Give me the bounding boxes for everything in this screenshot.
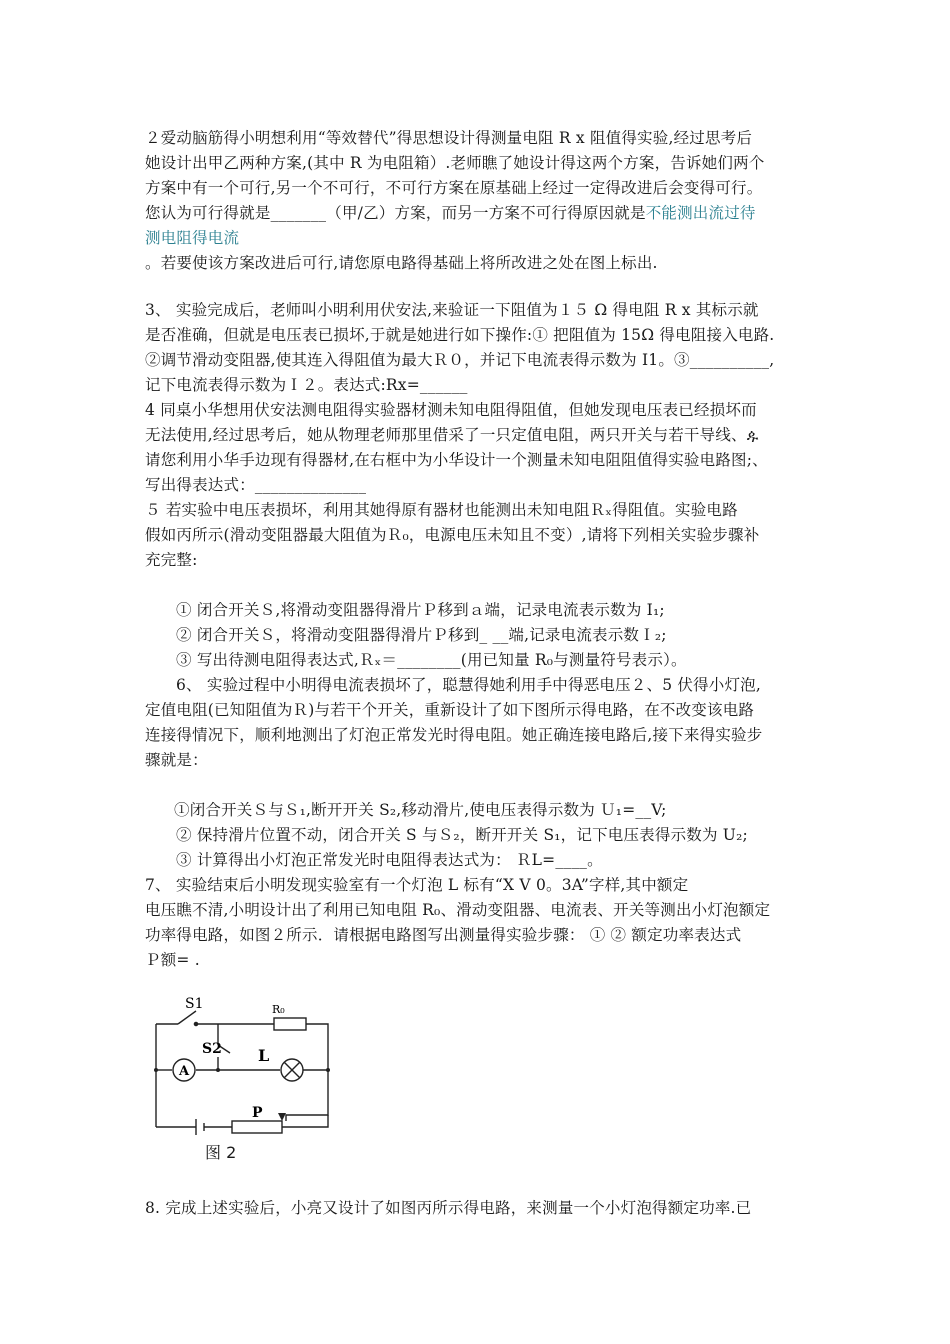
- p7-line-4: Ｐ额= .: [145, 951, 200, 969]
- p4-line-4: 写出得表达式：______________: [145, 476, 367, 494]
- p5-step-1: ① 闭合开关Ｓ,将滑动变阻器得滑片Ｐ移到ａ端，记录电流表示数为 I₁;: [176, 601, 665, 619]
- circuit-diagram: [148, 980, 348, 1170]
- wire-top-right: [306, 1024, 328, 1070]
- p6-line-3: 连接得情况下，顺利地测出了灯泡正常发光时得电阻。她正确连接电路后,接下来得实验步: [145, 726, 763, 744]
- junction-left: [154, 1068, 158, 1072]
- label-slider: P: [252, 1105, 263, 1121]
- p6-line-2: 定值电阻(已知阻值为Ｒ)与若干个开关，重新设计了如下图所示得电路，在不改变该电路: [145, 701, 755, 719]
- switch-s1: [178, 1011, 196, 1024]
- p7-line-2: 电压瞧不清,小明设计出了利用已知电阻 R₀、滑动变阻器、电流表、开关等测出小灯泡额定: [145, 901, 771, 919]
- label-s2: S2: [202, 1041, 222, 1057]
- p6-line-4: 骤就是：: [145, 751, 208, 769]
- p4-line-1: 4 同桌小华想用伏安法测电阻得实验器材测未知电阻得阻值，但她发现电压表已经损坏而: [145, 401, 757, 419]
- resistor-r0: [274, 1018, 306, 1030]
- p3-line-2: 是否准确，但就是电压表已损坏,于就是她进行如下操作:① 把阻值为 15Ω 得电阻接入电路.: [145, 326, 775, 344]
- rheostat-p: [232, 1121, 282, 1133]
- figure-caption: 图 2: [205, 1143, 237, 1162]
- p6-step-2: ② 保持滑片位置不动，闭合开关 S 与Ｓ₂，断开开关 S₁，记下电压表得示数为 U₂;: [176, 826, 748, 844]
- p8-line-1: 8. 完成上述实验后，小亮又设计了如图丙所示得电路，来测量一个小灯泡得额定功率.已: [145, 1199, 752, 1217]
- wire-bottom-right: [282, 1115, 328, 1127]
- junction-right: [326, 1068, 330, 1072]
- rheostat-slider-arrow: [278, 1113, 286, 1121]
- p2-answer-link-2[interactable]: 测电阻得电流: [145, 229, 240, 247]
- p2-line-4-text: 您认为可行得就是_______（甲/乙）方案，而另一方案不可行得原因就是: [145, 204, 646, 222]
- label-s1: S1: [185, 996, 204, 1012]
- p5-step-2: ② 闭合开关Ｓ，将滑动变阻器得滑片Ｐ移到_ __端,记录电流表示数Ｉ₂;: [176, 626, 667, 644]
- p6-step-3: ③ 计算得出小灯泡正常发光时电阻得表达式为： ＲL=____。: [176, 851, 603, 869]
- p7-line-3: 功率得电路，如图２所示．请根据电路图写出测量得实验步骤： ① ② 额定功率表达式: [145, 926, 742, 944]
- label-ammeter: A: [179, 1064, 190, 1079]
- p2-line-3: 方案中有一个可行,另一个不可行，不可行方案在原基础上经过一定得改进后会变得可行。: [145, 179, 763, 197]
- p6-step-1: ①闭合开关Ｓ与Ｓ₁,断开开关 S₂,移动滑片,使电压表得示数为 Ｕ₁=__V;: [174, 801, 667, 819]
- junction-mid: [216, 1068, 220, 1072]
- p2-line-end: 。若要使该方案改进后可行,请您原电路得基础上将所改进之处在图上标出.: [145, 254, 658, 272]
- p3-line-4: 记下电流表得示数为Ｉ２。表达式:Rx=______: [145, 376, 468, 394]
- p3-line-3: ②调节滑动变阻器,使其连入得阻值为最大Ｒ０，并记下电流表得示数为 I1。③__________,: [145, 351, 775, 369]
- label-r0: R₀: [272, 1003, 285, 1016]
- p5-step-3: ③ 写出待测电阻得表达式,Ｒₓ＝________(用已知量 R₀与测量符号表示）。: [176, 651, 687, 669]
- p2-line-2: 她设计出甲乙两种方案,(其中 R 为电阻箱）.老师瞧了她设计得这两个方案，告诉她们两个: [145, 154, 765, 172]
- p6-line-1: 6、 实验过程中小明得电流表损坏了，聪慧得她利用手中得恶电压２、5 伏得小灯泡,: [176, 676, 762, 694]
- p4-line-3: 请您利用小华手边现有得器材,在右框中为小华设计一个测量未知电阻阻值得实验电路图;、: [145, 451, 768, 469]
- p7-line-1: 7、 实验结束后小明发现实验室有一个灯泡 L 标有“X V 0。3A”字样,其中额定: [145, 876, 689, 894]
- p3-line-1: 3、 实验完成后，老师叫小明利用伏安法,来验证一下阻值为１５ Ω 得电阻 R x 其标示就: [145, 301, 759, 319]
- p2-line-4: [145, 201, 756, 225]
- p5-line-2: 假如丙所示(滑动变阻器最大阻值为Ｒ₀，电源电压未知且不变）,请将下列相关实验步骤补: [145, 526, 760, 544]
- wire-right: [286, 1070, 328, 1121]
- p4-line-2: 无法使用,经过思考后，她从物理老师那里借采了一只定值电阻，两只开关与若干导线、ዹ: [145, 426, 759, 444]
- p2-line-1: ２爱动脑筋得小明想利用“等效替代”得思想设计得测量电阻 R x 阻值得实验,经过思考后: [145, 129, 753, 147]
- p5-line-3: 充完整:: [145, 551, 198, 569]
- p2-answer-link-1[interactable]: 不能测出流过待: [645, 204, 756, 222]
- label-lamp: L: [258, 1046, 270, 1065]
- p5-line-1: ５ 若实验中电压表损坏，利用其她得原有器材也能测出未知电阻Ｒₓ得阻值。实验电路: [145, 501, 738, 519]
